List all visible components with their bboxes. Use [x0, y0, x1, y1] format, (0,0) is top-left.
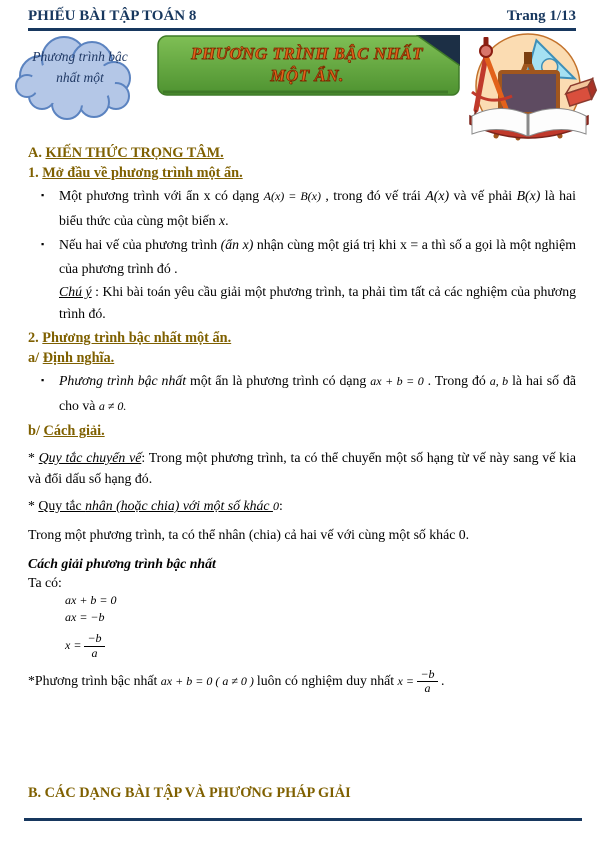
cloud-callout-text: Phương trình bậc nhất một	[32, 49, 128, 85]
heading-label: b/	[28, 423, 44, 439]
text-segment: và vế phải	[449, 188, 517, 203]
math-inline: x =	[397, 674, 414, 688]
conclusion-paragraph	[28, 666, 576, 696]
method-heading: Cách giải phương trình bậc nhất	[28, 556, 216, 571]
section-b-heading: B. CÁC DẠNG BÀI TẬP VÀ PHƯƠNG PHÁP GIẢI	[28, 785, 351, 801]
equation-line-fraction	[65, 629, 576, 661]
math-inline: a, b	[489, 374, 509, 388]
banner-title: PHƯƠNG TRÌNH BẬC NHẤT MỘT ẨN.	[191, 44, 423, 85]
text-segment: , trong đó vế trái	[320, 188, 426, 203]
math-inline: ax + b = 0	[370, 374, 424, 388]
document-title: PHIẾU BÀI TẬP TOÁN 8	[28, 8, 197, 24]
heading-label: 1.	[28, 165, 43, 181]
italic-term: B(x)	[516, 188, 541, 203]
text-segment: *Phương trình bậc nhất	[28, 673, 161, 688]
text-segment: :	[278, 498, 283, 513]
math-inline: ( a ≠ 0 )	[212, 674, 257, 688]
text-segment: là hai biểu thức của cùng một biến	[59, 188, 576, 228]
bullet-marker-icon: ▪	[41, 190, 45, 200]
section-2a-heading	[28, 349, 576, 368]
heading-label: a/	[28, 350, 43, 366]
page-header	[28, 8, 576, 31]
heading-label: 2.	[28, 330, 43, 346]
fraction-numerator: −b	[417, 668, 437, 683]
section-2b-heading	[28, 422, 576, 441]
title-banner	[154, 32, 464, 102]
heading-title: Phương trình bậc nhất một ẩn.	[42, 330, 232, 346]
math-tools-illustration	[462, 30, 598, 148]
cloud-callout	[14, 36, 138, 120]
text-segment: . Trong đó	[423, 373, 490, 388]
derivation-block	[65, 592, 576, 661]
rule-name: Quy tắc chuyển vế	[38, 450, 142, 465]
rule-multiplication	[28, 495, 576, 517]
heading-title: Định nghĩa.	[42, 350, 115, 366]
text-segment: là hai số đã cho và	[59, 373, 577, 413]
text-segment: Nếu hai vế của phương trình	[59, 237, 221, 252]
text-segment: luôn có nghiệm duy nhất	[256, 673, 398, 688]
text-segment: một ẩn là phương trình có dạng	[186, 373, 371, 388]
fraction	[417, 668, 437, 697]
method-intro: Ta có:	[28, 575, 62, 590]
heading-title: KIẾN THỨC TRỌNG TÂM.	[45, 145, 224, 161]
italic-term: (ẩn x)	[220, 237, 254, 252]
text-segment: nhận cùng một giá trị khi x = a thì số a gọi là một nghiệm của phương trình đó .	[59, 237, 576, 276]
fraction	[84, 632, 104, 661]
equation-line: ax = −b	[65, 610, 105, 624]
math-tools-icon	[462, 30, 598, 148]
bullet-item-equation-form	[28, 184, 576, 232]
rule-transposition	[28, 447, 576, 489]
math-inline: a ≠ 0.	[98, 398, 127, 413]
italic-term: A(x)	[425, 188, 450, 203]
italic-term: Phương trình bậc nhất	[59, 373, 187, 388]
document-body	[28, 144, 576, 710]
footer-divider	[24, 818, 582, 821]
heading-label: A.	[28, 145, 46, 161]
bullet-item-root-definition	[28, 233, 576, 280]
bullet-item-first-degree-definition	[28, 369, 576, 418]
bullet-marker-icon: ▪	[41, 375, 45, 385]
fraction-denominator: a	[424, 681, 431, 696]
section-a-heading	[28, 144, 576, 163]
heading-title: Mở đầu về phương trình một ẩn.	[42, 165, 243, 181]
equation-line: ax + b = 0	[65, 593, 117, 607]
note-paragraph	[28, 281, 576, 325]
text-segment: Một phương trình với ẩn x có dạng	[59, 188, 264, 203]
rule-multiplication-text: Trong một phương trình, ta có thể nhân (chia) cả hai vế với cùng một số khác 0.	[28, 527, 470, 542]
section-2-heading	[28, 329, 576, 348]
rule-name-italic: nhân (hoặc chia) với một số khác	[85, 498, 273, 513]
rule-name: Quy tắc	[38, 498, 86, 513]
text-segment: *	[28, 450, 39, 465]
math-inline: ax + b = 0	[160, 674, 213, 688]
math-inline: 0	[272, 499, 279, 513]
math-inline: A(x) = B(x)	[263, 189, 321, 203]
math-inline: x =	[65, 638, 82, 652]
section-1-heading	[28, 164, 576, 183]
note-label: Chú ý	[59, 284, 92, 299]
text-segment: : Trong một phương trình, ta có thể chuyển một số hạng từ vế này sang vế kia và đổi dấu số hạng đó.	[28, 450, 576, 486]
text-segment: .	[437, 673, 445, 688]
text-segment: *	[28, 498, 39, 513]
bullet-marker-icon: ▪	[41, 239, 45, 249]
text-segment: : Khi bài toán yêu cầu giải một phương trình, ta phải tìm tất cả các nghiệm của phương trình đó.	[59, 284, 576, 321]
heading-title: Cách giải.	[43, 423, 105, 439]
text-segment: .	[225, 212, 229, 228]
fraction-numerator: −b	[84, 632, 104, 647]
page-number: Trang 1/13	[506, 8, 576, 24]
italic-term: x	[218, 212, 226, 228]
fraction-denominator: a	[91, 645, 98, 660]
